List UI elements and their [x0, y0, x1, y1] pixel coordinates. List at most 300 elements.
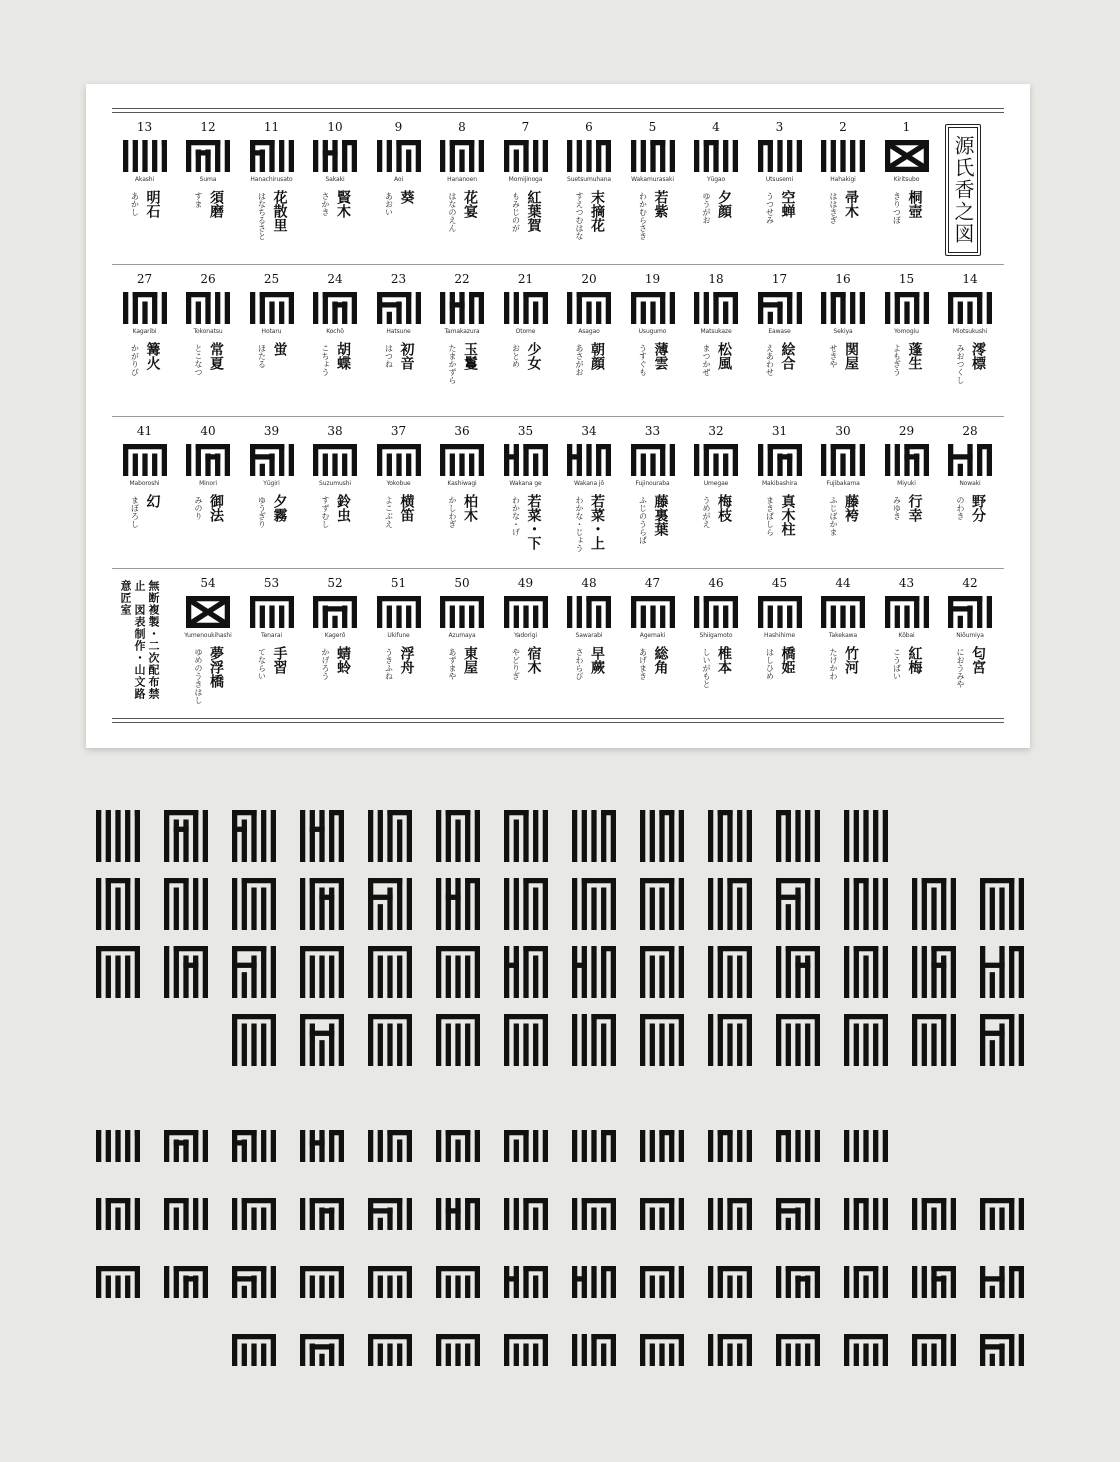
showcase-glyph: [708, 1198, 752, 1230]
showcase-glyph: [912, 946, 956, 998]
glyph-line: [250, 140, 255, 172]
glyph-line: [704, 596, 709, 628]
genji-ko-glyph: [313, 140, 357, 172]
glyph-line: [387, 956, 392, 998]
chapter-kana: はなちるさと: [257, 192, 267, 240]
glyph-line: [378, 1130, 383, 1162]
showcase-glyph: [164, 810, 208, 862]
glyph-line: [894, 606, 899, 628]
glyph-bar: [123, 444, 167, 449]
glyph-line: [440, 596, 445, 628]
glyph-line: [787, 454, 792, 476]
chapter-cell: [240, 424, 304, 570]
glyph-line: [446, 956, 451, 998]
glyph-line: [329, 956, 334, 998]
chapter-number: 13: [136, 120, 153, 134]
glyph-bar: [504, 596, 548, 601]
chapter-romaji: Takekawa: [828, 632, 858, 639]
chapter-kana: よこぶえ: [384, 496, 394, 528]
glyph-line: [339, 810, 344, 862]
glyph-line: [951, 1014, 956, 1066]
chapter-kanji: 浮舟: [398, 646, 415, 674]
glyph-line: [999, 946, 1004, 998]
genji-ko-glyph: [758, 140, 802, 172]
showcase-glyph: [436, 1266, 480, 1298]
glyph-line: [310, 1130, 315, 1162]
genji-ko-glyph: [821, 292, 865, 324]
chapter-kanji: 葵: [398, 190, 415, 204]
showcase-glyph: [504, 878, 548, 930]
chapter-kanji: 椎本: [716, 646, 732, 674]
glyph-bar: [912, 1334, 946, 1339]
chapter-kana: におうみや: [956, 648, 965, 688]
glyph-line: [279, 302, 284, 324]
glyph-line: [786, 946, 791, 998]
glyph-line: [329, 1130, 334, 1162]
glyph-line: [758, 292, 763, 324]
glyph-line: [479, 444, 484, 476]
glyph-line: [669, 1130, 674, 1162]
glyph-line: [251, 1024, 256, 1066]
chapter-romaji: Sawarabi: [575, 632, 603, 639]
chapter-number: 29: [898, 424, 915, 438]
chapter-kanji: 桐壺: [906, 190, 923, 218]
glyph-line: [582, 1334, 587, 1366]
glyph-line: [591, 1208, 596, 1230]
showcase-glyph: [572, 1130, 616, 1162]
showcase-glyph: [844, 1198, 888, 1230]
glyph-bar: [368, 1334, 412, 1339]
glyph-line: [586, 302, 591, 324]
glyph-line: [650, 888, 655, 930]
chapter-number: 52: [327, 576, 343, 590]
glyph-line: [948, 596, 953, 628]
chapter-romaji: Kagaribi: [132, 328, 157, 335]
glyph-line: [543, 810, 548, 862]
glyph-line: [251, 1276, 256, 1298]
chapter-cell: [557, 272, 621, 418]
glyph-line: [718, 946, 723, 998]
glyph-line: [96, 1266, 101, 1298]
showcase-glyph: [844, 1266, 888, 1298]
glyph-bar: [640, 1266, 674, 1271]
glyph-line: [967, 302, 972, 324]
genji-ko-glyph: [377, 596, 421, 628]
chapter-romaji: Azumaya: [448, 632, 476, 639]
glyph-line: [250, 444, 255, 476]
chapter-kana: まきばしら: [765, 496, 775, 536]
glyph-line: [387, 1130, 392, 1162]
glyph-line: [679, 810, 684, 862]
chapter-cell: [240, 272, 304, 418]
chapter-kanji: 常夏: [208, 342, 224, 370]
glyph-line: [368, 1014, 373, 1066]
glyph-line: [958, 302, 963, 324]
glyph-line: [883, 946, 888, 998]
chapter-cell: [176, 424, 240, 570]
glyph-line: [582, 810, 587, 862]
glyph-line: [1009, 946, 1014, 998]
glyph-line: [863, 810, 868, 862]
glyph-bar: [368, 1198, 402, 1203]
glyph-bar: [368, 1014, 412, 1019]
glyph-bar: [368, 1208, 393, 1213]
glyph-bar: [135, 810, 140, 815]
glyph-line: [504, 140, 509, 172]
glyph-line: [288, 596, 293, 628]
showcase-glyph: [232, 946, 276, 998]
showcase-glyph: [572, 946, 616, 998]
glyph-line: [860, 292, 865, 324]
showcase-glyph: [436, 810, 480, 862]
showcase-glyph: [912, 1014, 956, 1066]
chapter-kana: まぼろし: [130, 496, 140, 528]
glyph-line: [368, 1266, 373, 1298]
glyph-line: [805, 810, 810, 862]
glyph-line: [396, 454, 401, 476]
glyph-line: [601, 1130, 606, 1162]
glyph-line: [640, 302, 645, 324]
glyph-line: [941, 1334, 946, 1366]
glyph-line: [339, 1334, 344, 1366]
glyph-line: [850, 606, 855, 628]
glyph-bar: [854, 1266, 879, 1271]
glyph-line: [378, 1218, 383, 1230]
glyph-line: [990, 972, 995, 998]
chapter-number: 53: [263, 576, 280, 590]
glyph-line: [718, 1334, 723, 1366]
showcase-glyph: [980, 1266, 1024, 1298]
glyph-bar: [776, 1208, 801, 1213]
glyph-line: [601, 810, 606, 862]
glyph-line: [174, 946, 179, 998]
glyph-line: [669, 878, 674, 930]
genji-ko-glyph: [186, 444, 230, 476]
glyph-line: [883, 1266, 888, 1298]
showcase-glyph: [776, 1266, 820, 1298]
glyph-line: [873, 878, 878, 930]
glyph-bar: [310, 1031, 335, 1036]
chapter-cell: [811, 120, 875, 266]
glyph-line: [368, 946, 373, 998]
glyph-line: [533, 140, 538, 172]
glyph-line: [368, 810, 373, 862]
chapter-romaji: Aoi: [393, 176, 404, 183]
glyph-line: [269, 140, 274, 172]
glyph-line: [737, 1024, 742, 1066]
glyph-line: [718, 1130, 723, 1162]
glyph-line: [319, 1354, 324, 1366]
glyph-line: [850, 292, 855, 324]
glyph-line: [923, 596, 928, 628]
glyph-line: [232, 946, 237, 998]
chapter-kanji: 若菜・上: [589, 494, 605, 550]
genji-ko-glyph: [504, 292, 548, 324]
glyph-line: [533, 1208, 538, 1230]
chapter-kanji: 胡蝶: [335, 342, 351, 370]
glyph-line: [941, 1276, 946, 1298]
glyph-bar: [504, 810, 529, 815]
glyph-line: [977, 292, 982, 324]
glyph-line: [271, 1198, 276, 1230]
glyph-line: [747, 1014, 752, 1066]
glyph-line: [446, 1130, 451, 1162]
glyph-bar: [844, 1014, 888, 1019]
glyph-bar: [601, 810, 616, 815]
glyph-line: [261, 1344, 266, 1366]
glyph-line: [271, 1014, 276, 1066]
glyph-line: [718, 1014, 723, 1066]
chapter-kana: えあわせ: [765, 344, 775, 376]
glyph-line: [999, 1208, 1004, 1230]
genji-ko-glyph: [948, 444, 992, 476]
chapter-kana: わかむらさき: [638, 192, 648, 240]
chapter-kanji: 蜻蛉: [335, 646, 351, 674]
glyph-line: [523, 878, 528, 930]
glyph-line: [999, 1344, 1004, 1366]
glyph-line: [368, 1334, 373, 1366]
glyph-line: [352, 140, 357, 172]
chapter-kana: かがりび: [130, 344, 140, 376]
glyph-line: [251, 888, 256, 930]
glyph-line: [533, 1024, 538, 1066]
glyph-line: [115, 888, 120, 930]
chapter-kanji: 薄雲: [652, 342, 669, 370]
showcase-glyph: [708, 1130, 752, 1162]
chapter-cell: [811, 424, 875, 570]
glyph-line: [660, 444, 665, 476]
glyph-line: [106, 810, 111, 862]
glyph-line: [883, 1334, 888, 1366]
glyph-line: [873, 1130, 878, 1162]
glyph-bar: [523, 1266, 548, 1271]
chapter-romaji: Wakamurasaki: [631, 176, 674, 183]
glyph-line: [152, 140, 157, 172]
chapter-number: 18: [708, 272, 724, 286]
chapter-kana: すずむし: [321, 496, 330, 528]
glyph-line: [378, 1344, 383, 1366]
chapter-kana: せきや: [829, 344, 838, 368]
chapter-kana: こちょう: [321, 344, 330, 376]
glyph-line: [727, 1344, 732, 1366]
glyph-line: [313, 596, 318, 628]
glyph-line: [694, 292, 699, 324]
chapter-romaji: Kagerō: [324, 632, 346, 639]
chapter-cell: [113, 272, 177, 418]
glyph-line: [821, 596, 826, 628]
glyph-line: [164, 1198, 169, 1230]
glyph-line: [271, 1266, 276, 1298]
glyph-line: [232, 1130, 237, 1162]
chapter-number: 2: [839, 120, 847, 134]
showcase-glyph: [572, 1014, 616, 1066]
glyph-line: [339, 1198, 344, 1230]
glyph-line: [577, 140, 582, 172]
glyph-line: [514, 1024, 519, 1066]
glyph-line: [931, 1024, 936, 1066]
glyph-line: [186, 292, 191, 324]
glyph-line: [854, 1130, 859, 1162]
glyph-line: [873, 946, 878, 998]
glyph-bar: [922, 878, 947, 883]
glyph-line: [990, 888, 995, 930]
chapter-kana: あげまき: [638, 648, 648, 680]
chapter-number: 34: [581, 424, 597, 438]
glyph-line: [727, 1024, 732, 1066]
glyph-line: [776, 878, 781, 930]
glyph-line: [339, 946, 344, 998]
chapter-cell: [494, 272, 558, 418]
glyph-line: [708, 810, 713, 862]
glyph-line: [669, 1198, 674, 1230]
glyph-line: [951, 946, 956, 998]
showcase-glyph: [436, 1198, 480, 1230]
showcase-glyph: [504, 1334, 548, 1366]
glyph-line: [758, 140, 763, 172]
glyph-line: [831, 444, 836, 476]
glyph-line: [591, 1014, 596, 1066]
glyph-line: [631, 596, 636, 628]
glyph-line: [313, 292, 318, 324]
glyph-line: [300, 1334, 305, 1366]
chapter-number: 21: [517, 272, 534, 286]
glyph-bar: [368, 895, 393, 900]
glyph-bar: [718, 1130, 733, 1135]
glyph-line: [465, 878, 470, 930]
glyph-bar: [980, 1276, 1005, 1281]
showcase-glyph: [436, 1014, 480, 1066]
glyph-line: [883, 810, 888, 862]
glyph-line: [436, 1334, 441, 1366]
genji-ko-glyph: [377, 444, 421, 476]
glyph-line: [980, 1266, 985, 1298]
glyph-bar: [174, 946, 208, 951]
genji-ko-glyph: [631, 596, 675, 628]
glyph-line: [640, 606, 645, 628]
glyph-line: [319, 956, 324, 998]
showcase-glyph: [368, 946, 412, 998]
glyph-line: [319, 1208, 324, 1230]
glyph-line: [863, 878, 868, 930]
chapter-number: 33: [644, 424, 661, 438]
glyph-line: [596, 606, 601, 628]
glyph-bar: [718, 1334, 752, 1339]
glyph-line: [406, 150, 411, 172]
genji-ko-glyph: [186, 292, 230, 324]
glyph-line: [319, 1040, 324, 1066]
glyph-line: [737, 956, 742, 998]
glyph-line: [203, 1198, 208, 1230]
glyph-line: [795, 1276, 800, 1298]
showcase-glyph: [300, 810, 344, 862]
glyph-bar: [232, 963, 257, 968]
showcase-glyph: [980, 946, 1024, 998]
glyph-line: [805, 878, 810, 930]
glyph-line: [543, 1334, 548, 1366]
showcase-glyph: [232, 1014, 276, 1066]
glyph-line: [611, 1266, 616, 1298]
showcase-glyph: [96, 946, 140, 998]
genji-ko-glyph: [631, 292, 675, 324]
glyph-line: [650, 302, 655, 324]
glyph-line: [708, 946, 713, 998]
chapter-kana: たけかわ: [829, 648, 838, 680]
glyph-line: [844, 810, 849, 862]
chapter-kana: もみじのが: [511, 192, 521, 232]
chapter-kanji: 若紫: [652, 190, 669, 218]
glyph-line: [514, 1140, 519, 1162]
glyph-line: [504, 1130, 509, 1162]
showcase-glyph: [912, 878, 956, 930]
showcase-glyph: [776, 1130, 820, 1162]
glyph-line: [436, 1130, 441, 1162]
glyph-line: [106, 1130, 111, 1162]
glyph-line: [844, 1014, 849, 1066]
chapter-kana: おとめ: [511, 344, 521, 368]
glyph-line: [446, 1344, 451, 1366]
chapter-cell: [176, 576, 240, 722]
glyph-line: [999, 888, 1004, 930]
glyph-line: [106, 1276, 111, 1298]
glyph-line: [396, 606, 401, 628]
glyph-line: [659, 956, 664, 998]
glyph-line: [611, 1130, 616, 1162]
glyph-bar: [368, 1266, 412, 1271]
glyph-line: [465, 956, 470, 998]
chapter-cell: [303, 272, 367, 418]
showcase-glyph: [912, 1198, 956, 1230]
glyph-line: [446, 810, 451, 862]
glyph-line: [386, 312, 391, 324]
chapter-number: 24: [327, 272, 343, 286]
glyph-line: [232, 1198, 237, 1230]
glyph-line: [967, 606, 972, 628]
glyph-line: [885, 596, 890, 628]
chapter-kana: はなのえん: [448, 192, 457, 232]
glyph-line: [941, 1014, 946, 1066]
chapter-kana: うめがえ: [702, 496, 711, 528]
chapter-cell: [367, 424, 431, 570]
glyph-line: [795, 1208, 800, 1230]
glyph-line: [723, 606, 728, 628]
glyph-bar: [931, 1266, 956, 1271]
glyph-line: [767, 444, 772, 476]
chapter-kanji: 総角: [652, 646, 669, 674]
glyph-line: [747, 1266, 752, 1298]
glyph-line: [397, 1198, 402, 1230]
glyph-line: [611, 878, 616, 930]
showcase-glyph: [368, 1198, 412, 1230]
chapter-kanji: 梅枝: [716, 494, 732, 522]
chapter-kanji: 藤裏葉: [652, 494, 669, 536]
glyph-line: [767, 606, 772, 628]
chapter-romaji: Shiigamoto: [699, 632, 733, 639]
chapter-cell: [621, 576, 685, 722]
glyph-line: [407, 878, 412, 930]
glyph-line: [815, 1334, 820, 1366]
glyph-line: [840, 292, 845, 324]
genji-ko-glyph: [123, 140, 167, 172]
glyph-line: [601, 888, 606, 930]
glyph-line: [863, 1024, 868, 1066]
showcase-glyph: [776, 1334, 820, 1366]
glyph-line: [446, 1024, 451, 1066]
showcase-glyph: [912, 1266, 956, 1298]
glyph-line: [727, 1198, 732, 1230]
glyph-line: [611, 1198, 616, 1230]
glyph-line: [542, 292, 547, 324]
glyph-line: [106, 878, 111, 930]
